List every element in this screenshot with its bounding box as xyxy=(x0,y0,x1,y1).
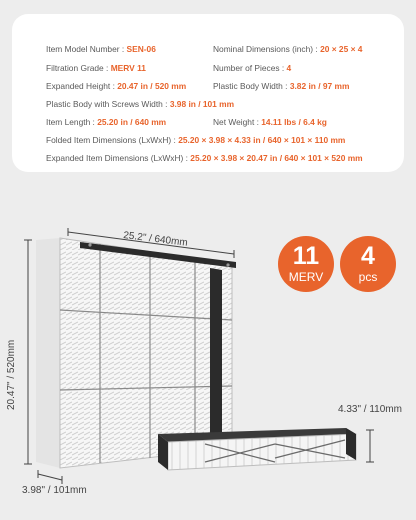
spec-filtration-grade: Filtration Grade : MERV 11 xyxy=(46,63,146,73)
spec-net-weight: Net Weight : 14.11 lbs / 6.4 kg xyxy=(213,117,327,127)
screw-icon xyxy=(88,243,91,246)
pieces-number: 4 xyxy=(361,242,375,270)
filter-side-face xyxy=(36,238,60,468)
spec-number-of-pieces: Number of Pieces : 4 xyxy=(213,63,292,73)
dimension-folded-height-label: 4.33" / 110mm xyxy=(338,404,402,415)
dimension-depth-label: 3.98" / 101mm xyxy=(22,485,87,496)
spec-nominal-dimensions: Nominal Dimensions (inch) : 20 × 25 × 4 xyxy=(213,44,363,54)
dimension-width-label: 25.2" / 640mm xyxy=(122,230,189,249)
spec-plastic-body-width: Plastic Body Width : 3.82 in / 97 mm xyxy=(213,81,350,91)
pieces-unit: pcs xyxy=(358,270,378,284)
merv-unit: MERV xyxy=(288,270,324,284)
spec-item-length: Item Length : 25.20 in / 640 mm xyxy=(46,117,167,127)
spec-expanded-height: Expanded Height : 20.47 in / 520 mm xyxy=(46,81,187,91)
spec-folded-dimensions: Folded Item Dimensions (LxWxH) : 25.20 × 3.98 × 4.33 in / 640 × 101 × 110 mm xyxy=(46,135,346,145)
filter-right-frame xyxy=(210,268,222,450)
merv-number: 11 xyxy=(292,242,320,270)
dimension-height-label: 20.47" / 520mm xyxy=(6,339,17,410)
spec-body-screws-width: Plastic Body with Screws Width : 3.98 in / 101 mm xyxy=(46,99,235,109)
screw-icon xyxy=(226,263,229,266)
folded-filter xyxy=(158,428,356,470)
spec-expanded-dimensions: Expanded Item Dimensions (LxWxH) : 25.20 × 3.98 × 20.47 in / 640 × 101 × 520 mm xyxy=(46,153,363,163)
spec-model-number: Item Model Number : SEN-06 xyxy=(46,44,156,54)
